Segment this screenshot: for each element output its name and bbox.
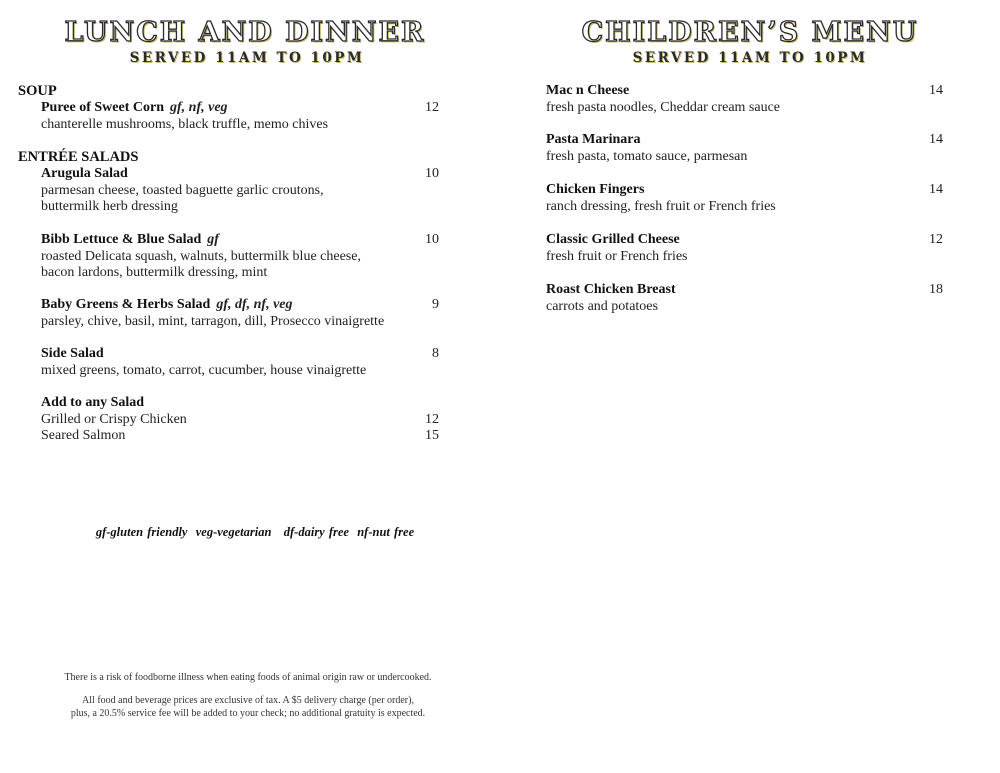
- item-tags: gf, nf, veg: [170, 100, 228, 115]
- item-description: mixed greens, tomato, carrot, cucumber, house vinaigrette: [41, 362, 367, 378]
- item-name: Side Salad: [41, 346, 104, 361]
- item-name: Baby Greens & Herbs Salad: [41, 297, 211, 312]
- item-description: fresh fruit or French fries: [546, 248, 688, 264]
- item-description: parsley, chive, basil, mint, tarragon, dill, Prosecco vinaigrette: [41, 313, 385, 329]
- item-price: 14: [929, 132, 943, 147]
- item-name: Bibb Lettuce & Blue Salad: [41, 232, 202, 247]
- childrens-menu-title: CHILDREN’S MENU: [581, 17, 919, 48]
- childrens-menu-hours: SERVED 11AM TO 10PM: [632, 50, 868, 66]
- item-price: 12: [425, 100, 439, 115]
- item-price: 10: [425, 232, 439, 247]
- item-name: Classic Grilled Cheese: [546, 232, 680, 247]
- addon-name: Seared Salmon: [41, 428, 126, 443]
- item-description: buttermilk herb dressing: [41, 199, 178, 214]
- menu-item-arugula-salad: [41, 166, 439, 216]
- menu-item-sweet-corn: [41, 100, 439, 133]
- item-description: fresh pasta, tomato sauce, parmesan: [546, 148, 748, 164]
- lunch-dinner-hours: SERVED 11AM TO 10PM: [129, 50, 365, 66]
- item-description: roasted Delicata squash, walnuts, buttermilk blue cheese,: [41, 248, 361, 264]
- item-name: Roast Chicken Breast: [546, 282, 676, 297]
- item-price: 8: [432, 346, 439, 361]
- item-name: Pasta Marinara: [546, 132, 641, 147]
- item-description: fresh pasta noodles, Cheddar cream sauce: [546, 99, 781, 115]
- menu-item-side-salad: [41, 346, 439, 379]
- item-name: Chicken Fingers: [546, 182, 645, 197]
- item-description: parmesan cheese, toasted baguette garlic croutons,: [41, 182, 324, 198]
- add-to-salad-section: [41, 395, 439, 445]
- section-heading-salads: ENTRÉE SALADS: [18, 149, 139, 165]
- pricing-notice-line-2: plus, a 20.5% service fee will be added to your check; no additional gratuity is expected.: [70, 708, 426, 719]
- item-description: bacon lardons, buttermilk dressing, mint: [41, 265, 268, 280]
- section-heading-addons: Add to any Salad: [41, 395, 145, 410]
- addon-price: 15: [425, 428, 439, 443]
- item-price: 10: [425, 166, 439, 181]
- item-price: 14: [929, 182, 943, 197]
- item-description: carrots and potatoes: [546, 298, 658, 314]
- pricing-notice-line-1: All food and beverage prices are exclusive of tax. A $5 delivery charge (per order),: [82, 695, 414, 706]
- item-price: 12: [929, 232, 943, 247]
- item-price: 9: [432, 297, 439, 312]
- addon-name: Grilled or Crispy Chicken: [41, 411, 187, 427]
- item-name: Mac n Cheese: [546, 83, 630, 98]
- childrens-menu: [500, 0, 1000, 773]
- item-name: Puree of Sweet Corn: [41, 100, 164, 115]
- item-tags: gf, df, nf, veg: [216, 297, 293, 312]
- menu-item-baby-greens-salad: [41, 297, 439, 330]
- item-tags: gf: [207, 232, 219, 247]
- dietary-legend: gf-gluten friendly veg-vegetarian df-dairy free nf-nut free: [95, 525, 415, 539]
- item-description: ranch dressing, fresh fruit or French fries: [546, 198, 776, 214]
- addon-price: 12: [425, 411, 439, 427]
- menu-item-chicken-fingers: [546, 182, 943, 215]
- menu-item-grilled-cheese: [546, 232, 943, 265]
- item-name: Arugula Salad: [41, 166, 128, 181]
- item-description: chanterelle mushrooms, black truffle, memo chives: [41, 116, 329, 132]
- menu-item-mac-n-cheese: [546, 83, 943, 116]
- menu-item-bibb-salad: [41, 232, 439, 282]
- item-price: 18: [929, 282, 943, 297]
- menu-item-roast-chicken: [546, 282, 943, 315]
- section-heading-soup: SOUP: [18, 83, 57, 99]
- foodborne-illness-notice: There is a risk of foodborne illness when eating foods of animal origin raw or undercooked.: [64, 672, 432, 683]
- lunch-dinner-title: LUNCH AND DINNER: [64, 17, 426, 48]
- menu-item-pasta-marinara: [546, 132, 943, 165]
- item-price: 14: [929, 83, 943, 98]
